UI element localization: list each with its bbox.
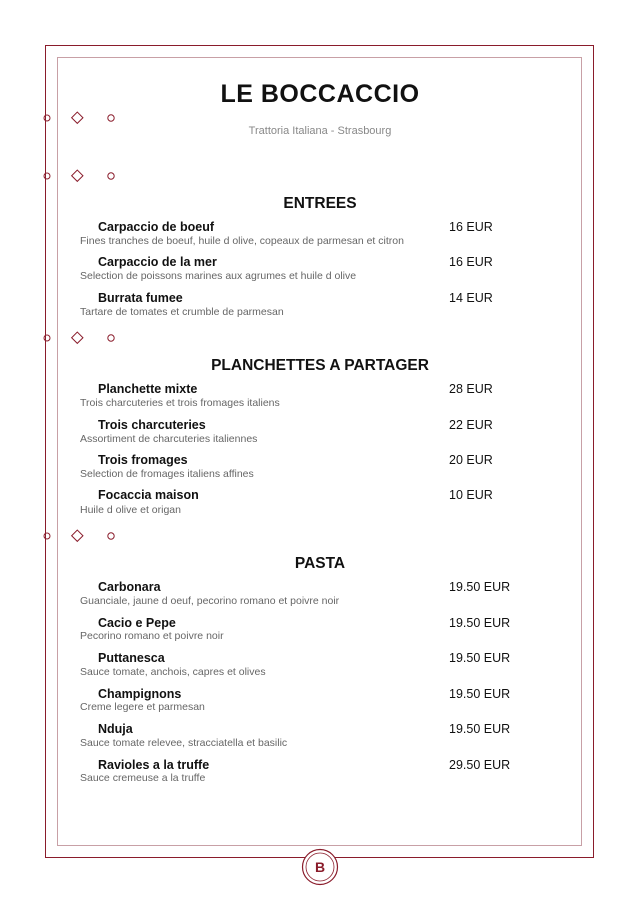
ornament-dot-icon: [44, 173, 50, 179]
menu-item-name: Nduja: [98, 722, 133, 736]
ornament-divider: [40, 109, 130, 127]
section-title-entrees: ENTREES: [283, 195, 357, 212]
ornament-diamond-icon: [72, 112, 83, 123]
menu-item-desc: Sauce tomate relevee, stracciatella et basilic: [80, 737, 288, 749]
restaurant-name: LE BOCCACCIO: [220, 80, 420, 108]
ornament-circle-icon: [108, 335, 114, 341]
menu-item-desc: Sauce tomate, anchois, capres et olives: [80, 666, 266, 678]
menu-item-name: Carpaccio de boeuf: [98, 220, 214, 234]
menu-item-name: Carbonara: [98, 580, 161, 594]
menu-item-name: Champignons: [98, 687, 182, 701]
section-title-planchettes: PLANCHETTES A PARTAGER: [211, 357, 429, 374]
restaurant-tagline: Trattoria Italiana - Strasbourg: [248, 125, 392, 137]
menu-item-name: Focaccia maison: [98, 488, 199, 502]
menu-item-price: 19.50 EUR: [449, 580, 511, 594]
ornament-divider: [40, 527, 130, 545]
menu-item-desc: Fines tranches de boeuf, huile d olive, copeaux de parmesan et citron: [80, 235, 404, 247]
menu-item-price: 19.50 EUR: [449, 722, 511, 736]
menu-item-desc: Huile d olive et origan: [80, 504, 181, 516]
menu-item-desc: Tartare de tomates et crumble de parmesan: [80, 306, 284, 318]
menu-item-name: Trois fromages: [98, 453, 188, 467]
ornament-dot-icon: [44, 335, 50, 341]
ornament-circle-icon: [108, 115, 114, 121]
menu-item-name: Cacio e Pepe: [98, 616, 176, 630]
badge-letter: B: [314, 859, 326, 875]
ornament-diamond-icon: [72, 170, 83, 181]
menu-item-name: Planchette mixte: [98, 382, 198, 396]
menu-item-price: 22 EUR: [449, 418, 493, 432]
menu-item-price: 29.50 EUR: [449, 758, 511, 772]
menu-item-desc: Pecorino romano et poivre noir: [80, 630, 224, 642]
menu-item-price: 16 EUR: [449, 220, 493, 234]
ornament-divider: [40, 329, 130, 347]
ornament-diamond-icon: [72, 530, 83, 541]
menu-item-price: 16 EUR: [449, 255, 493, 269]
ornament-circle-icon: [108, 533, 114, 539]
ornament-diamond-icon: [72, 332, 83, 343]
menu-item-name: Ravioles a la truffe: [98, 758, 210, 772]
menu-item-price: 10 EUR: [449, 488, 493, 502]
menu-item-price: 20 EUR: [449, 453, 493, 467]
menu-item-desc: Trois charcuteries et trois fromages italiens: [80, 397, 280, 409]
section-title-pasta: PASTA: [294, 555, 346, 572]
menu-item-name: Burrata fumee: [98, 291, 183, 305]
menu-item-name: Carpaccio de la mer: [98, 255, 217, 269]
menu-item-price: 28 EUR: [449, 382, 493, 396]
menu-item-desc: Assortiment de charcuteries italiennes: [80, 433, 258, 445]
menu-item-price: 19.50 EUR: [449, 687, 511, 701]
menu-item-name: Puttanesca: [98, 651, 165, 665]
ornament-circle-icon: [108, 173, 114, 179]
menu-item-desc: Sauce cremeuse a la truffe: [80, 772, 206, 784]
ornament-dot-icon: [44, 115, 50, 121]
menu-item-price: 19.50 EUR: [449, 651, 511, 665]
menu-item-desc: Selection de fromages italiens affines: [80, 468, 254, 480]
ornament-divider: [40, 167, 130, 185]
menu-item-desc: Creme legere et parmesan: [80, 701, 205, 713]
menu-item-desc: Selection de poissons marines aux agrumes et huile d olive: [80, 270, 357, 282]
menu-item-desc: Guanciale, jaune d oeuf, pecorino romano et poivre noir: [80, 595, 340, 607]
menu-item-price: 19.50 EUR: [449, 616, 511, 630]
menu-item-price: 14 EUR: [449, 291, 493, 305]
menu-item-name: Trois charcuteries: [98, 418, 206, 432]
ornament-dot-icon: [44, 533, 50, 539]
footer-badge: [300, 847, 340, 887]
